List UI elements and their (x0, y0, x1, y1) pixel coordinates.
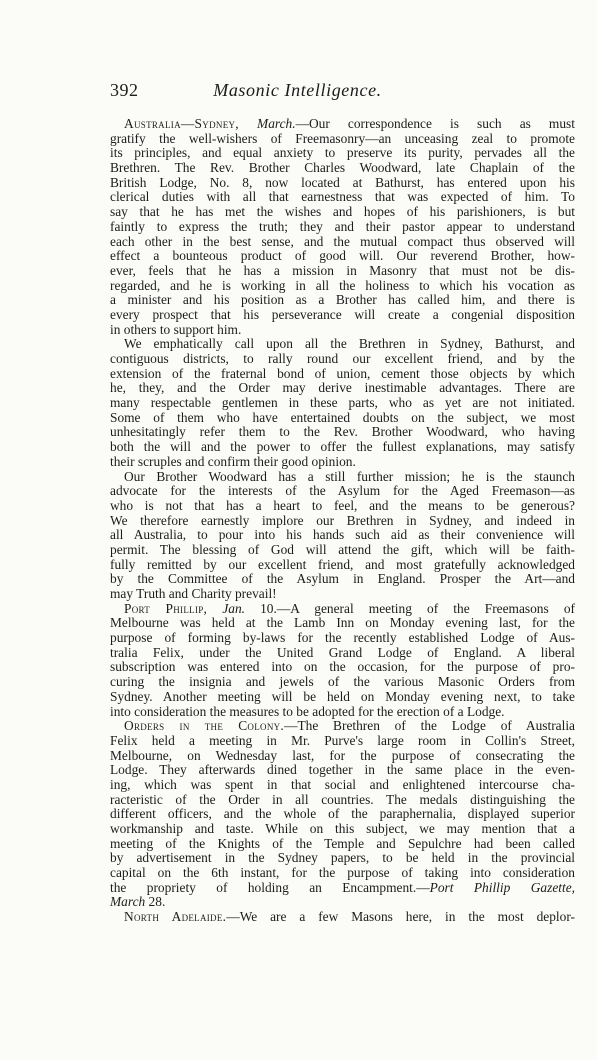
text-line (110, 866, 575, 881)
text-line (110, 396, 575, 411)
text-line (110, 484, 575, 499)
text-segment: unhesitatingly refer them to the Rev. Brother Woodward, who having (110, 424, 575, 440)
text-segment: each other in the best sense, and the mutual compact thus observed will (110, 233, 575, 249)
text-line (110, 543, 575, 558)
text-line (110, 514, 575, 529)
text-segment: Felix held a meeting in Mr. Purve's large room in Collin's Street, (110, 732, 575, 748)
text-segment: by advertisement in the Sydney papers, to be held in the provincial (110, 850, 575, 866)
text-line (110, 249, 575, 264)
text-line (110, 279, 575, 294)
text-line (110, 602, 575, 617)
text-line (110, 455, 575, 470)
text-line (110, 837, 575, 852)
text-segment: clerical duties with all that earnestness that was expected of him. To (110, 189, 575, 205)
text-line (110, 528, 575, 543)
text-segment: regarded, and he is working in all the holiness to which his vocation as (110, 277, 575, 293)
text-segment: Australia—Sydney, (124, 116, 239, 131)
text-segment: every prospect that his perseverance will create a congenial disposition (110, 306, 575, 322)
text-line (110, 293, 575, 308)
text-line (110, 235, 575, 250)
text-segment: Port Phillip Gazette, (429, 879, 575, 895)
text-line (110, 705, 575, 720)
text-line (110, 851, 575, 866)
text-segment: gratify the well-wishers of Freemasonry—an unceasing zeal to promote (110, 130, 575, 146)
text-line (110, 793, 575, 808)
text-segment: the propriety of holding an Encampment.— (110, 879, 430, 895)
text-segment: he, they, and the Order may derive inestimable advantages. There are (110, 380, 575, 396)
text-segment: tralia Felix, under the United Grand Lodge of England. A liberal (110, 644, 575, 660)
text-segment: say that he has met the wishes and hopes of his parishioners, is but (110, 204, 575, 220)
text-line (110, 778, 575, 793)
text-segment: Some of them who have entertained doubts on the subject, we most (110, 409, 575, 425)
text-segment: racteristic of the Order in all countries. The medals distinguishing the (110, 791, 575, 807)
text-segment: North Adelaide. (124, 909, 227, 925)
text-line (110, 190, 575, 205)
text-line (110, 146, 575, 161)
text-segment: —We are a few Masons here, in the most deplor- (226, 909, 575, 925)
text-segment: may Truth and Charity prevail! (110, 586, 277, 601)
article-body (110, 117, 575, 925)
text-segment: effect a bounteous product of good will. Our reverend Brother, how- (110, 248, 575, 264)
text-line (110, 749, 575, 764)
text-line (110, 381, 575, 396)
text-segment: March. (257, 116, 296, 131)
text-segment: ing, which was spent in that social and enlightened intercourse cha- (110, 776, 575, 792)
text-segment: fully remitted by our excellent friend, and most gratefully acknowledged (110, 556, 575, 572)
text-segment: in others to support him. (110, 321, 242, 337)
text-line (110, 572, 575, 587)
text-segment: all Australia, to pour into his hands such aid as their convenience will (110, 527, 575, 543)
text-segment: its principles, and equal anxiety to preserve its purity, pervades all the (110, 145, 575, 161)
text-segment: —Our correspondence is such as must (295, 116, 575, 131)
text-segment: Port Phillip, (124, 600, 208, 616)
text-line (110, 367, 575, 382)
text-segment: many respectable gentlemen in these parts, who as yet are not initiated. (110, 395, 575, 411)
text-segment: March (110, 894, 146, 910)
text-segment: We emphatically call upon all the Brethren in Sydney, Bathurst, and (124, 336, 575, 352)
text-segment: different officers, and the whole of the paraphernalia, displayed superior (110, 806, 575, 822)
text-segment: Melbourne was held at the Lamb Inn on Monday evening last, for the (110, 615, 575, 631)
text-line (110, 881, 575, 896)
text-segment: —The Brethren of the Lodge of Australia (284, 718, 575, 734)
text-segment: subscription was entered into on the occasion, for the purpose of pro- (110, 659, 575, 675)
text-segment: into consideration the measures to be adopted for the erection of a Lodge. (110, 703, 505, 719)
text-segment: their scruples and confirm their good opinion. (110, 453, 356, 469)
text-line (110, 822, 575, 837)
text-line (110, 176, 575, 191)
text-line (110, 660, 575, 675)
text-segment: by the Committee of the Asylum in England. Prosper the Art—and (110, 571, 575, 587)
text-line (110, 220, 575, 235)
text-line (110, 425, 575, 440)
text-segment: Sydney. Another meeting will be held on Monday evening next, to take (110, 688, 575, 704)
text-segment: We therefore earnestly implore our Brethren in Sydney, and indeed in (110, 512, 575, 528)
text-segment: a minister and his position as a Brother has called him, and there is (110, 292, 575, 308)
text-segment: curing the insignia and jewels of the various Masonic Orders from (110, 674, 575, 690)
text-segment: both the will and the power to offer the fullest explanations, may satisfy (110, 439, 575, 455)
text-line (110, 440, 575, 455)
text-line (110, 558, 575, 573)
text-line (110, 631, 575, 646)
text-segment: who is not that has a heart to feel, and the means to be generous? (110, 497, 575, 513)
text-segment: British Lodge, No. 8, now located at Bathurst, has entered upon his (110, 174, 575, 190)
text-line (110, 675, 575, 690)
text-segment: faintly to express the truth; they and their pastor appear to understand (110, 218, 575, 234)
text-segment: permit. The blessing of God will attend the gift, which will be faith- (110, 541, 575, 557)
running-title: Masonic Intelligence. (213, 80, 382, 100)
text-line (110, 895, 575, 910)
text-line (110, 337, 575, 352)
text-segment: ever, feels that he has a mission in Masonry that must not be dis- (110, 262, 575, 278)
text-segment: Orders in the Colony. (124, 718, 285, 734)
text-line (110, 587, 575, 602)
text-segment: contiguous districts, to rally round our excellent friend, and by the (110, 351, 575, 366)
text-line (110, 470, 575, 485)
text-segment (239, 116, 257, 131)
text-line (110, 117, 575, 132)
text-line (110, 352, 575, 367)
text-segment: 10.—A general meeting of the Freemasons of (245, 600, 575, 616)
text-line (110, 807, 575, 822)
running-header (110, 80, 485, 104)
text-line (110, 499, 575, 514)
text-segment: extension of the fraternal bond of union, cement those objects by which (110, 365, 575, 381)
text-line (110, 763, 575, 778)
text-segment: meeting of the Knights of the Temple and Sepulchre had been called (110, 835, 575, 851)
text-segment: advocate for the interests of the Asylum for the Aged Freemason—as (110, 483, 575, 499)
text-segment: workmanship and taste. While on this subject, we may mention that a (110, 821, 575, 836)
text-line (110, 161, 575, 176)
text-line (110, 734, 575, 749)
text-line (110, 411, 575, 426)
text-segment: Jan. (222, 600, 245, 616)
text-segment: 28. (145, 894, 166, 910)
text-line (110, 690, 575, 705)
text-segment (207, 601, 222, 616)
text-segment: Our Brother Woodward has a still further mission; he is the staunch (124, 468, 575, 484)
text-segment: Lodge. They afterwards dined together in the same place in the even- (110, 762, 575, 778)
text-segment: Melbourne, on Wednesday last, for the purpose of consecrating the (110, 747, 575, 763)
text-segment: capital on the 6th instant, for the purpose of taking into consideration (110, 865, 575, 881)
text-segment: Brethren. The Rev. Brother Charles Woodward, late Chaplain of the (110, 160, 575, 176)
text-line (110, 264, 575, 279)
text-line (110, 646, 575, 661)
text-line (110, 308, 575, 323)
text-line (110, 910, 575, 925)
text-line (110, 323, 575, 338)
text-segment: purpose of forming by-laws for the recently established Lodge of Aus- (110, 630, 575, 646)
text-line (110, 719, 575, 734)
page-number: 392 (110, 80, 139, 100)
text-line (110, 616, 575, 631)
text-line (110, 205, 575, 220)
text-line (110, 132, 575, 147)
